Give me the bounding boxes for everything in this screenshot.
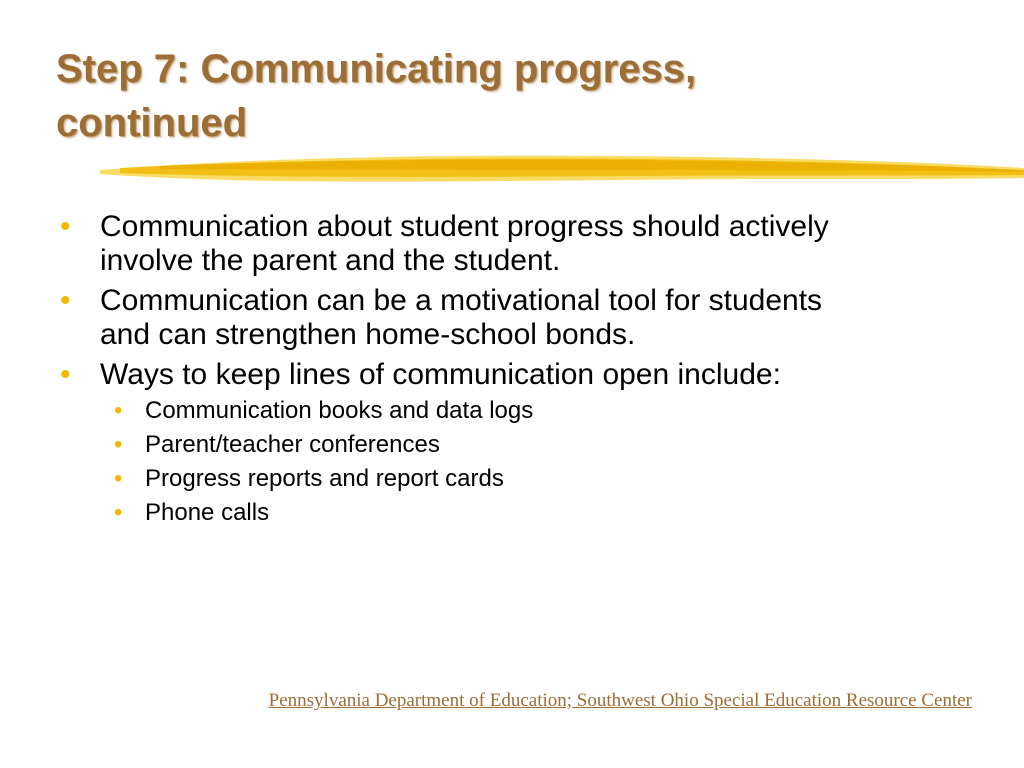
sub-bullet-text: Progress reports and report cards (145, 465, 504, 492)
sub-bullet-dot-icon: • (114, 465, 123, 492)
sub-bullet-item (100, 394, 956, 428)
sub-bullet-item (100, 428, 956, 462)
sub-bullet-text: Phone calls (145, 499, 270, 526)
bullet-item (56, 284, 956, 352)
sub-bullet-list (100, 394, 956, 530)
source-credit-link[interactable]: Pennsylvania Department of Education; Southwest Ohio Special Education Resource Center (268, 690, 972, 711)
bullet-item (56, 358, 956, 530)
bullet-text-line: Ways to keep lines of communication open include: (100, 358, 781, 391)
sub-bullet-dot-icon: • (114, 397, 123, 424)
sub-bullet-item (100, 462, 956, 496)
bullet-text-line: involve the parent and the student. (100, 244, 561, 277)
slide-title-line-1: Step 7: Communicating progress, (56, 47, 697, 91)
slide-title-line-2: continued (56, 101, 248, 145)
sub-bullet-text: Communication books and data logs (145, 397, 534, 424)
sub-bullet-text: Parent/teacher conferences (145, 431, 440, 458)
sub-bullet-item (100, 496, 956, 530)
sub-bullet-dot-icon: • (114, 431, 123, 458)
yellow-brush-stroke-divider (100, 148, 1024, 188)
bullet-list (56, 210, 956, 536)
bullet-dot-icon: • (60, 358, 71, 391)
sub-bullet-dot-icon: • (114, 499, 123, 526)
bullet-dot-icon: • (60, 284, 71, 317)
bullet-text-line: Communication can be a motivational tool for students (100, 284, 823, 317)
bullet-text-line: and can strengthen home-school bonds. (100, 318, 636, 351)
slide-title (56, 42, 996, 150)
bullet-dot-icon: • (60, 210, 71, 243)
bullet-text-line: Communication about student progress should actively (100, 210, 829, 243)
bullet-item (56, 210, 956, 278)
